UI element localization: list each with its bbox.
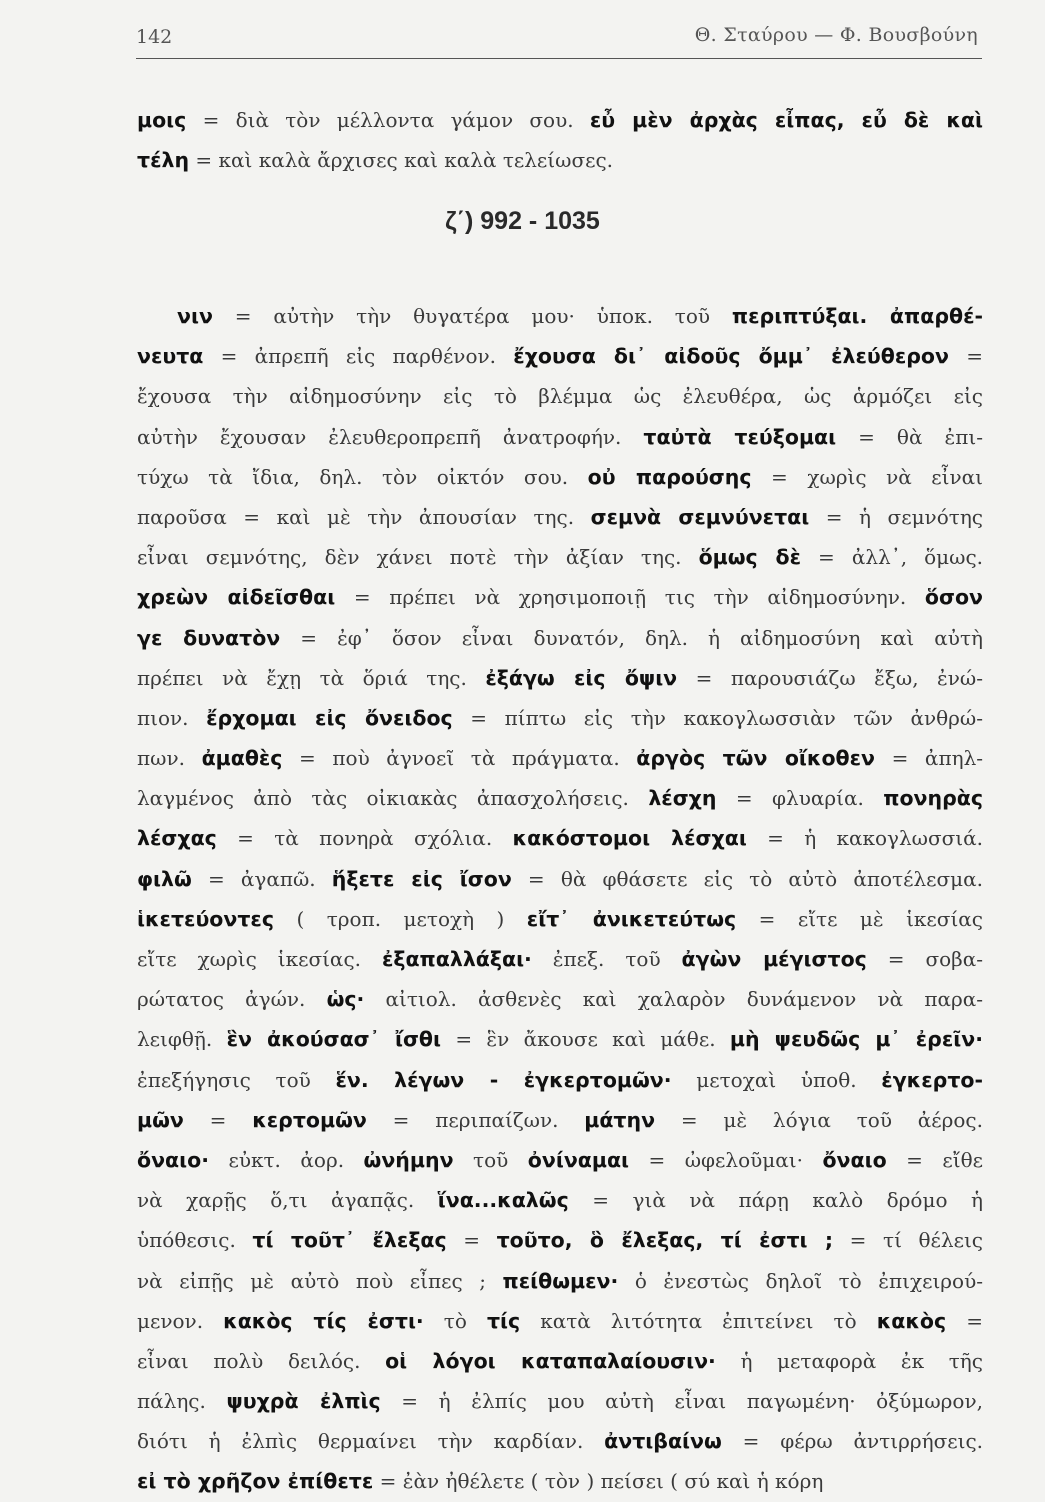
gloss-text: = χωρὶς νὰ εἶναι	[751, 464, 983, 489]
gloss-text: = ἡ σεμνότης	[809, 504, 983, 529]
text-line	[137, 899, 983, 939]
gloss-text: αὐτὴν ἔχουσαν ἐλευθεροπρεπῆ ἀνατροφήν.	[137, 424, 644, 449]
lemma: εὖ μὲν ἀρχὰς εἶπας, εὖ δὲ καὶ	[589, 108, 983, 132]
section-heading: ζ΄) 992 - 1035	[445, 207, 600, 235]
gloss-text: = ἀπρεπῆ εἰς παρθένον.	[203, 344, 514, 369]
gloss-text: λαγμένος ἀπὸ τὰς οἰκιακὰς ἀπασχολήσεις.	[137, 786, 649, 811]
header-rule	[136, 58, 982, 59]
lemma: οἱ λόγοι καταπαλαίουσιν·	[385, 1348, 716, 1373]
gloss-text: = θὰ ἐπι-	[836, 424, 983, 449]
gloss-text: =	[948, 344, 983, 369]
gloss-text: = ὠφελοῦμαι·	[629, 1147, 823, 1172]
gloss-text: = φέρω ἀντιρρήσεις.	[721, 1429, 983, 1454]
lemma: ὄναιο·	[137, 1147, 209, 1172]
lemma: τίς	[486, 1308, 521, 1333]
lemma: χρεὼν αἰδεῖσθαι	[137, 585, 336, 610]
intro-paragraph	[137, 100, 983, 180]
gloss-text: πιον.	[137, 705, 207, 730]
gloss-text: παροῦσα = καὶ μὲ τὴν ἀπουσίαν της.	[137, 504, 591, 529]
gloss-text: λειφθῇ.	[137, 1027, 227, 1052]
lemma: κακὸς	[876, 1308, 947, 1333]
text-line	[137, 577, 983, 617]
text-line	[137, 140, 983, 180]
lemma: μοις	[137, 108, 187, 132]
gloss-text: εἴτε χωρὶς ἱκεσίας.	[137, 947, 382, 971]
gloss-text: = γιὰ νὰ πάρῃ καλὸ δρόμο ἡ	[568, 1188, 983, 1213]
gloss-text: = ἡ κακογλωσσιά.	[746, 826, 983, 851]
text-line	[137, 336, 983, 376]
text-line	[137, 417, 983, 457]
lemma: ὠνήμην	[363, 1147, 454, 1172]
text-line	[137, 658, 983, 698]
text-line	[137, 859, 983, 899]
gloss-text: ἔχουσα τὴν αἰδημοσύνην εἰς τὸ βλέμμα ὡς ἐλευθέρα, ὡς ἁρμόζει εἰς	[137, 384, 983, 409]
lemma: μῶν	[137, 1107, 184, 1132]
lemma: γε δυνατὸν	[137, 625, 281, 650]
gloss-text: ( τροπ. μετοχὴ )	[274, 906, 527, 931]
gloss-text: = πίπτω εἰς τὴν κακογλωσσιὰν τῶν ἀνθρώ-	[452, 705, 983, 730]
lemma: ὅμως δὲ	[698, 545, 802, 570]
lemma: νευτα	[137, 344, 204, 369]
gloss-text: = εἴτε μὲ ἱκεσίας	[736, 906, 983, 931]
lemma: ἐγκερτο-	[881, 1067, 983, 1092]
gloss-text: = ἀπηλ-	[875, 746, 983, 771]
gloss-text: μετοχαὶ ὑποθ.	[671, 1067, 882, 1092]
text-line	[137, 939, 983, 979]
text-line	[137, 1381, 983, 1421]
text-line	[137, 1220, 983, 1260]
gloss-text: = σοβα-	[866, 947, 983, 971]
text-line	[137, 457, 983, 497]
text-line	[137, 1341, 983, 1381]
gloss-text: = καὶ καλὰ ἄρχισες καὶ καλὰ τελείωσες.	[189, 148, 614, 173]
text-line	[137, 818, 983, 858]
lemma: ἵνα...καλῶς	[437, 1188, 569, 1213]
gloss-text: ὁ ἐνεστὼς δηλοῖ τὸ ἐπιχειρού-	[618, 1268, 983, 1293]
gloss-text: εἶναι πολὺ δειλός.	[137, 1348, 386, 1373]
lemma: ὅσον	[924, 585, 983, 610]
gloss-text: = ἡ ἐλπίς μου αὐτὴ εἶναι παγωμένη· ὀξύμωρον,	[380, 1389, 983, 1414]
text-line	[137, 1461, 983, 1501]
lemma: μὴ ψευδῶς μ᾽ ἐρεῖν·	[729, 1027, 983, 1052]
lemma: ἕν. λέγων - ἐγκερτομῶν·	[335, 1067, 672, 1092]
lemma: κερτομῶν	[252, 1107, 367, 1132]
lemma: νιν	[177, 304, 213, 328]
gloss-text: μενον.	[137, 1308, 224, 1333]
lemma: ἐξάγω εἰς ὄψιν	[485, 665, 678, 690]
gloss-text: ἐπεξ. τοῦ	[531, 947, 682, 971]
lemma: ὀνίναμαι	[527, 1147, 630, 1172]
text-line	[137, 1019, 983, 1059]
gloss-text: εὐκτ. ἀορ.	[209, 1147, 364, 1172]
gloss-text: = αὐτὴν τὴν θυγατέρα μου· ὑποκ. τοῦ	[212, 304, 732, 328]
lemma: τί τοῦτ᾽ ἔλεξας	[252, 1228, 447, 1253]
gloss-text: κατὰ λιτότητα ἐπιτείνει τὸ	[520, 1308, 877, 1333]
lemma: κακόστομοι λέσχαι	[512, 826, 747, 851]
text-line	[137, 698, 983, 738]
lemma: ἔρχομαι εἰς ὄνειδος	[206, 705, 453, 730]
gloss-text: = ἀγαπῶ.	[191, 866, 332, 891]
gloss-text: ἐπεξήγησις τοῦ	[137, 1067, 336, 1092]
lemma: φιλῶ	[137, 866, 192, 891]
lemma: εἴτ᾽ ἀνικετεύτως	[526, 906, 737, 931]
gloss-text: διότι ἡ ἐλπὶς θερμαίνει τὴν καρδίαν.	[137, 1429, 605, 1454]
page-header	[134, 22, 980, 52]
lemma: ἀργὸς τῶν οἴκοθεν	[636, 746, 876, 771]
gloss-text: = πρέπει νὰ χρησιμοποιῇ τις τὴν αἰδημοσύνην.	[335, 585, 925, 610]
gloss-text: = ἐὰν ἠθέλετε ( τὸν ) πείσει ( σύ καὶ ἡ κόρη	[373, 1469, 824, 1494]
text-line	[137, 979, 983, 1019]
gloss-text: ρώτατος ἀγών.	[137, 987, 327, 1012]
text-line	[137, 100, 983, 140]
gloss-text: = περιπαίζων.	[366, 1107, 585, 1132]
gloss-text: τοῦ	[453, 1147, 528, 1172]
text-line	[137, 376, 983, 416]
running-head: Θ. Σταύρου — Φ. Βουσβούνη	[694, 24, 978, 46]
text-line	[137, 537, 983, 577]
gloss-text: πάλης.	[137, 1389, 227, 1414]
text-line	[137, 497, 983, 537]
lemma: τέλη	[137, 148, 190, 173]
lemma: ταὐτὰ τεύξομαι	[643, 424, 837, 449]
lemma: ψυχρὰ ἐλπὶς	[226, 1389, 381, 1414]
lemma: λέσχη	[648, 786, 717, 811]
gloss-text: = ἐφ᾽ ὅσον εἶναι δυνατόν, δηλ. ἡ αἰδημοσύνη καὶ αὐτὴ	[280, 625, 983, 650]
gloss-text: = ἓν ἄκουσε καὶ μάθε.	[441, 1027, 730, 1052]
text-line	[137, 738, 983, 778]
gloss-text: = τί θέλεις	[833, 1228, 983, 1253]
text-line	[137, 296, 983, 336]
lemma: ἀγὼν μέγιστος	[681, 947, 867, 971]
gloss-text: πρέπει νὰ ἔχῃ τὰ ὅριά της.	[137, 665, 486, 690]
text-line	[137, 1140, 983, 1180]
lemma: πείθωμεν·	[502, 1268, 619, 1293]
lemma: λέσχας	[137, 826, 217, 851]
text-line	[137, 1261, 983, 1301]
text-line	[137, 1180, 983, 1220]
lemma: τοῦτο, ὃ ἔλεξας, τί ἐστι ;	[496, 1228, 834, 1253]
lemma: κακὸς τίς ἐστι·	[223, 1308, 424, 1333]
gloss-text: πων.	[137, 746, 202, 771]
lemma: μάτην	[584, 1107, 656, 1132]
gloss-text: = ποὺ ἀγνοεῖ τὰ πράγματα.	[282, 746, 637, 771]
text-line	[137, 1100, 983, 1140]
lemma: ὄναιο	[822, 1147, 887, 1172]
text-line	[137, 618, 983, 658]
lemma: σεμνὰ σεμνύνεται	[590, 504, 810, 529]
gloss-text: ἡ μεταφορὰ ἐκ τῆς	[715, 1348, 983, 1373]
gloss-text: τὸ	[423, 1308, 487, 1333]
gloss-text: =	[183, 1107, 253, 1132]
lemma: ἀμαθὲς	[201, 746, 283, 771]
gloss-text: τύχω τὰ ἴδια, δηλ. τὸν οἰκτόν σου.	[137, 464, 588, 489]
text-line	[137, 1421, 983, 1461]
lemma: ἔχουσα δι᾽ αἰδοῦς ὄμμ᾽ ἐλεύθερον	[513, 344, 949, 369]
gloss-text: εἶναι σεμνότης, δὲν χάνει ποτὲ τὴν ἀξίαν της.	[137, 545, 699, 570]
gloss-text: = θὰ φθάσετε εἰς τὸ αὐτὸ ἀποτέλεσμα.	[511, 866, 983, 891]
lemma: ἓν ἀκούσασ᾽ ἴσθι	[226, 1027, 442, 1052]
commentary-paragraph	[137, 296, 983, 1502]
gloss-text: αἰτιολ. ἀσθενὲς καὶ χαλαρὸν δυνάμενον νὰ παρα-	[364, 987, 983, 1012]
text-line	[137, 1301, 983, 1341]
lemma: πονηρὰς	[883, 786, 983, 811]
lemma: ἀντιβαίνω	[604, 1429, 722, 1454]
text-line	[137, 778, 983, 818]
gloss-text: νὰ εἰπῇς μὲ αὐτὸ ποὺ εἶπες ;	[137, 1268, 503, 1293]
lemma: περιπτύξαι. ἀπαρθέ-	[731, 304, 983, 328]
lemma: ἐξαπαλλάξαι·	[381, 947, 532, 971]
text-line	[137, 1060, 983, 1100]
gloss-text: = παρουσιάζω ἔξω, ἐνώ-	[677, 665, 983, 690]
gloss-text: = διὰ τὸν μέλλοντα γάμον σου.	[186, 108, 590, 132]
page-number: 142	[136, 26, 173, 48]
lemma: εἰ τὸ χρῆζον ἐπίθετε	[137, 1469, 374, 1494]
gloss-text: = φλυαρία.	[716, 786, 884, 811]
gloss-text: = εἴθε	[886, 1147, 983, 1172]
gloss-text: =	[446, 1228, 497, 1253]
gloss-text: = τὰ πονηρὰ σχόλια.	[216, 826, 513, 851]
lemma: ἥξετε εἰς ἴσον	[331, 866, 512, 891]
lemma: οὐ παρούσης	[587, 464, 752, 489]
lemma: ὡς·	[326, 987, 365, 1012]
gloss-text: ὑπόθεσις.	[137, 1228, 253, 1253]
gloss-text: =	[946, 1308, 983, 1333]
gloss-text: νὰ χαρῇς ὅ,τι ἀγαπᾷς.	[137, 1188, 438, 1213]
lemma: ἱκετεύοντες	[137, 906, 274, 931]
gloss-text: = ἀλλ᾽, ὅμως.	[801, 545, 983, 570]
gloss-text: = μὲ λόγια τοῦ ἀέρος.	[655, 1107, 983, 1132]
